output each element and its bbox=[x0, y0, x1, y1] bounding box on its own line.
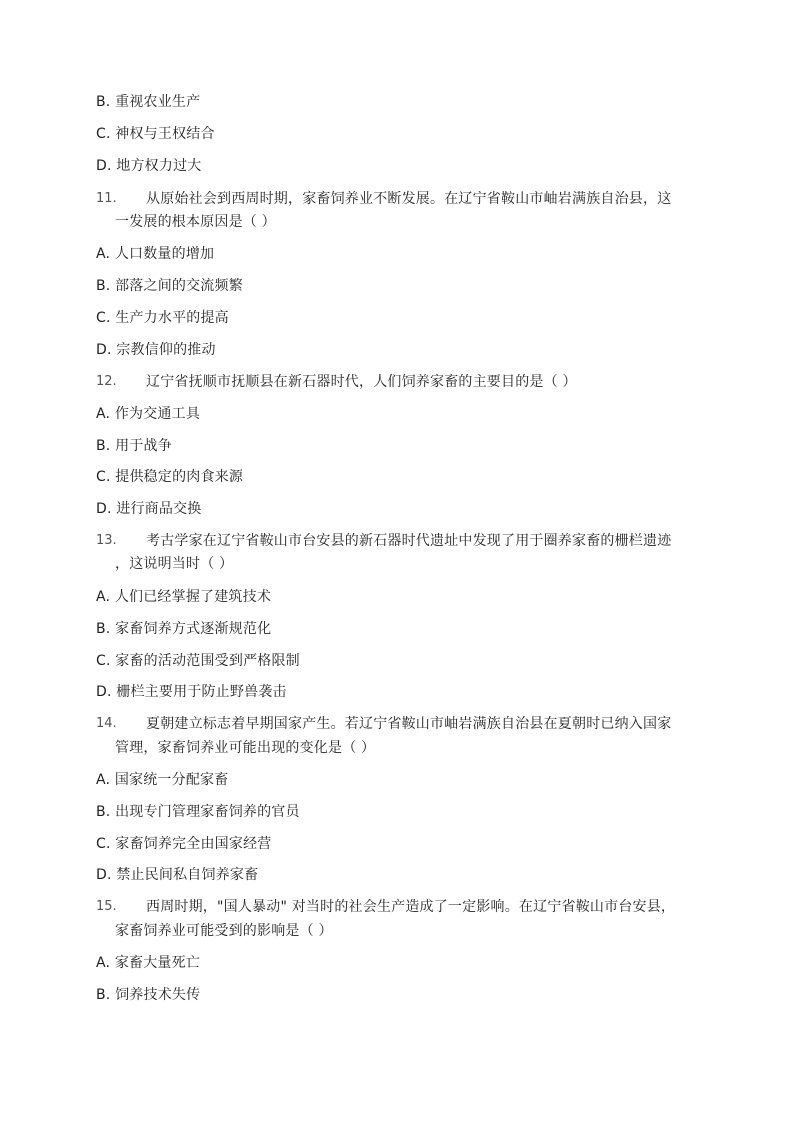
option-14-d: D. 禁止民间私自饲养家畜 bbox=[96, 867, 259, 883]
option-12-b: B. 用于战争 bbox=[96, 438, 172, 454]
option-13-c: C. 家畜的活动范围受到严格限制 bbox=[96, 653, 300, 669]
option-11-b: B. 部落之间的交流频繁 bbox=[96, 278, 243, 294]
question-11-text-cont: 一发展的根本原因是（ ） bbox=[115, 214, 276, 230]
option-12-a: A. 作为交通工具 bbox=[96, 406, 201, 422]
question-13-text-cont: ，这说明当时（ ） bbox=[115, 556, 234, 572]
question-13-number: 13. bbox=[96, 533, 117, 548]
question-14-text-cont: 管理，家畜饲养业可能出现的变化是（ ） bbox=[115, 740, 376, 756]
question-15-text-cont: 家畜饲养业可能受到的影响是（ ） bbox=[115, 923, 333, 939]
option-13-b: B. 家畜饲养方式逐渐规范化 bbox=[96, 621, 272, 637]
question-13-text: 考古学家在辽宁省鞍山市台安县的新石器时代遗址中发现了用于圈养家畜的栅栏遗迹 bbox=[146, 533, 672, 549]
option-15-b: B. 饲养技术失传 bbox=[96, 987, 201, 1003]
option-11-a: A. 人口数量的增加 bbox=[96, 246, 215, 262]
option-14-c: C. 家畜饲养完全由国家经营 bbox=[96, 836, 272, 852]
option-12-c: C. 提供稳定的肉食来源 bbox=[96, 469, 244, 485]
question-14-number: 14. bbox=[96, 716, 117, 731]
option-10-d: D. 地方权力过大 bbox=[96, 158, 202, 174]
option-10-b: B. 重视农业生产 bbox=[96, 94, 201, 110]
option-13-d: D. 栅栏主要用于防止野兽袭击 bbox=[96, 684, 287, 700]
question-11-text: 从原始社会到西周时期，家畜饲养业不断发展。在辽宁省鞍山市岫岩满族自治县，这 bbox=[146, 191, 672, 207]
option-14-b: B. 出现专门管理家畜饲养的官员 bbox=[96, 804, 300, 820]
question-11-number: 11. bbox=[96, 191, 117, 206]
option-12-d: D. 进行商品交换 bbox=[96, 501, 202, 517]
question-15-text: 西周时期，"国人暴动" 对当时的社会生产造成了一定影响。在辽宁省鞍山市台安县， bbox=[146, 899, 676, 915]
question-12-number: 12. bbox=[96, 374, 117, 389]
option-15-a: A. 家畜大量死亡 bbox=[96, 955, 201, 971]
option-10-c: C. 神权与王权结合 bbox=[96, 126, 215, 142]
question-15-number: 15. bbox=[96, 899, 117, 914]
option-11-d: D. 宗教信仰的推动 bbox=[96, 342, 216, 358]
option-11-c: C. 生产力水平的提高 bbox=[96, 310, 229, 326]
question-12-text: 辽宁省抚顺市抚顺县在新石器时代，人们饲养家畜的主要目的是（ ） bbox=[146, 374, 577, 390]
question-14-text: 夏朝建立标志着早期国家产生。若辽宁省鞍山市岫岩满族自治县在夏朝时已纳入国家 bbox=[146, 716, 672, 732]
option-14-a: A. 国家统一分配家畜 bbox=[96, 772, 229, 788]
option-13-a: A. 人们已经掌握了建筑技术 bbox=[96, 589, 272, 605]
